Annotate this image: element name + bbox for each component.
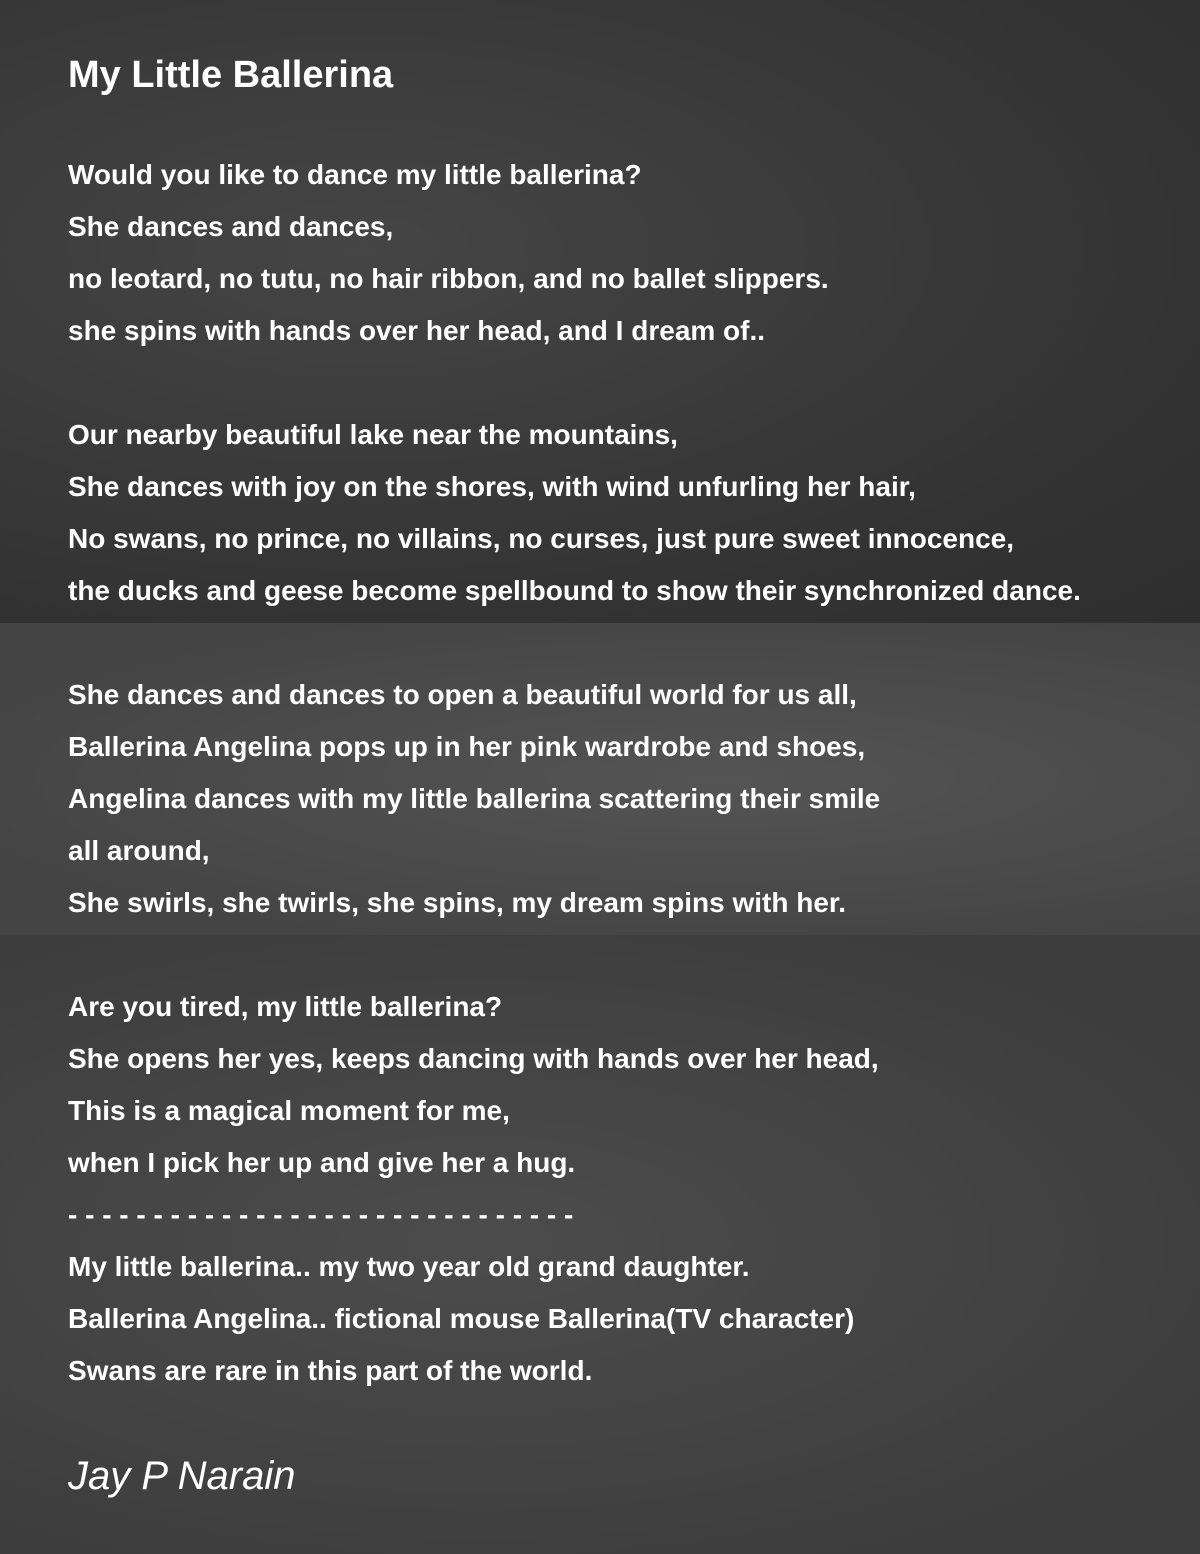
poem-line: no leotard, no tutu, no hair ribbon, and no ballet slippers. [68, 263, 829, 294]
poem-line: Angelina dances with my little ballerina scattering their smile [68, 783, 881, 814]
poem-line: This is a magical moment for me, [68, 1095, 510, 1126]
poem-line [68, 625, 1200, 677]
poem-line: She swirls, she twirls, she spins, my dream spins with her. [68, 887, 847, 918]
poem-author: Jay P Narain [68, 1454, 296, 1498]
poem-line: No swans, no prince, no villains, no curses, just pure sweet innocence, [68, 523, 1015, 554]
poem-line: She dances and dances to open a beautiful world for us all, [68, 679, 857, 710]
poem-line [68, 937, 1200, 989]
poem-line: Ballerina Angelina pops up in her pink wardrobe and shoes, [68, 731, 866, 762]
poem-line: She opens her yes, keeps dancing with hands over her head, [68, 1043, 879, 1074]
poem-body [68, 157, 1200, 1405]
poem-line: Are you tired, my little ballerina? [68, 991, 503, 1022]
poem-line: She dances and dances, [68, 211, 394, 242]
poem-line: when I pick her up and give her a hug. [68, 1147, 576, 1178]
poem-line: Swans are rare in this part of the world. [68, 1355, 593, 1386]
poem-title: My Little Ballerina [68, 54, 394, 96]
poem-line: all around, [68, 835, 210, 866]
poem-line: Our nearby beautiful lake near the mountains, [68, 419, 678, 450]
poem-line: Would you like to dance my little ballerina? [68, 159, 642, 190]
poem-line: She dances with joy on the shores, with wind unfurling her hair, [68, 471, 916, 502]
poem-line: she spins with hands over her head, and I dream of.. [68, 315, 766, 346]
poem-line [68, 365, 1200, 417]
poem-line: the ducks and geese become spellbound to show their synchronized dance. [68, 575, 1081, 606]
poem-line: - - - - - - - - - - - - - - - - - - - - - - - - - - - - - - [68, 1199, 574, 1230]
poem-line: Ballerina Angelina.. fictional mouse Ballerina(TV character) [68, 1303, 855, 1334]
poem-line: My little ballerina.. my two year old grand daughter. [68, 1251, 750, 1282]
